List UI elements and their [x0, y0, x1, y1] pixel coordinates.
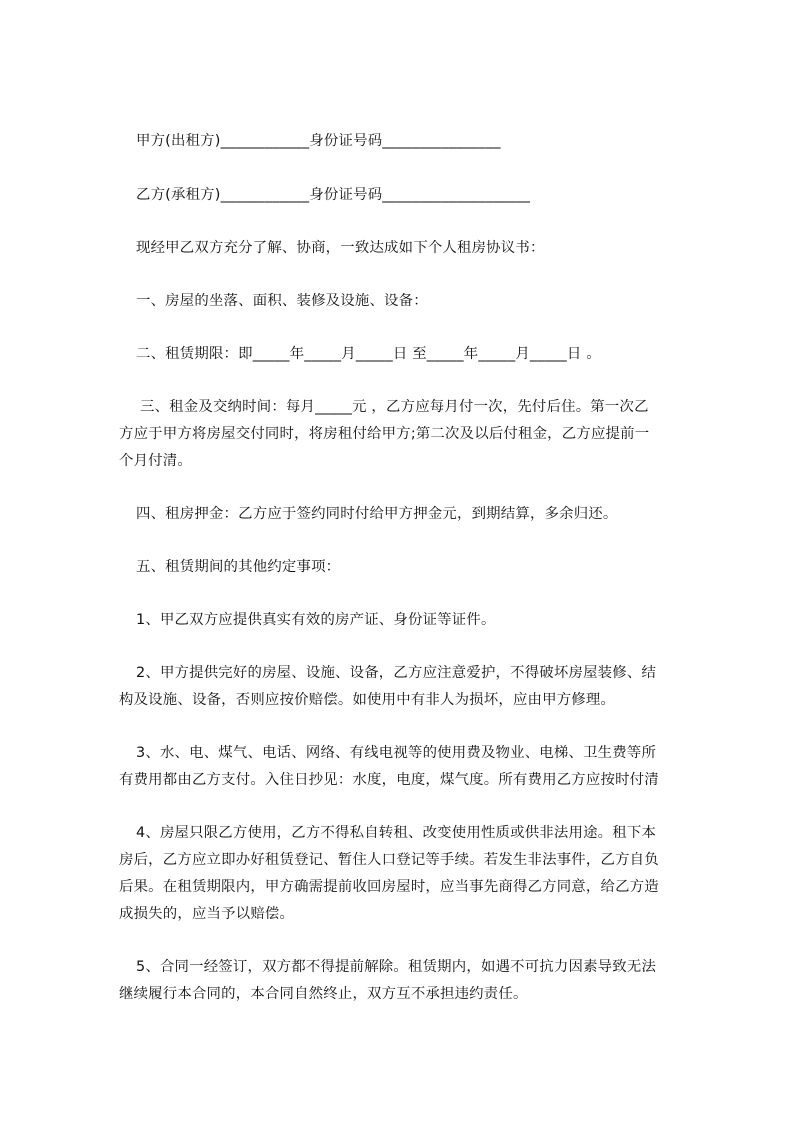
item-3-line-1: 3、水、电、煤气、电话、网络、有线电视等的使用费及物业、电梯、卫生费等所 [136, 745, 657, 761]
item-5-line-1: 5、合同一经签订，双方都不得提前解除。租赁期内，如遇不可抗力因素导致无法 [136, 959, 657, 975]
section-3-line-1: 三、租金及交纳时间：每月_____元 ，乙方应每月付一次，先付后住。第一次乙 [140, 399, 649, 415]
intro-paragraph: 现经甲乙双方充分了解、协商，一致达成如下个人租房协议书： [136, 240, 545, 256]
section-4-deposit: 四、租房押金：乙方应于签约同时付给甲方押金元，到期结算，多余归还。 [136, 506, 618, 522]
item-4-line-2: 房后，乙方应立即办好租赁登记、暂住人口登记等手续。若发生非法事件，乙方自负 [119, 852, 659, 868]
party-b-line: 乙方(承租方)____________身份证号码____________________ [136, 187, 531, 203]
item-4-line-3: 后果。在租赁期限内，甲方确需提前收回房屋时，应当事先商得乙方同意，给乙方造 [119, 879, 659, 895]
section-3-line-3: 个月付清。 [119, 453, 192, 469]
section-1-heading: 一、房屋的坐落、面积、装修及设施、设备： [136, 293, 428, 309]
item-1: 1、甲乙双方应提供真实有效的房产证、身份证等证件。 [136, 612, 496, 628]
item-4-line-1: 4、房屋只限乙方使用，乙方不得私自转租、改变使用性质或供非法用途。租下本 [136, 825, 657, 841]
item-4-line-4: 成损失的，应当予以赔偿。 [119, 906, 295, 922]
item-2-line-1: 2、甲方提供完好的房屋、设施、设备，乙方应注意爱护，不得破坏房屋装修、结 [136, 665, 657, 681]
item-3-line-2: 有费用都由乙方支付。入住日抄见：水度，电度，煤气度。所有费用乙方应按时付清 [119, 772, 659, 788]
section-2-term: 二、租赁期限：即_____年_____月_____日 至_____年_____月_____日 。 [136, 346, 601, 362]
section-5-heading: 五、租赁期间的其他约定事项： [136, 559, 341, 575]
item-5-line-2: 继续履行本合同的，本合同自然终止，双方互不承担违约责任。 [119, 986, 528, 1002]
party-a-line: 甲方(出租方)____________身份证号码________________ [136, 133, 501, 149]
section-3-line-2: 方应于甲方将房屋交付同时，将房租付给甲方;第二次及以后付租金，乙方应提前一 [119, 426, 650, 442]
item-2-line-2: 构及设施、设备，否则应按价赔偿。如使用中有非人为损坏，应由甲方修理。 [119, 692, 616, 708]
